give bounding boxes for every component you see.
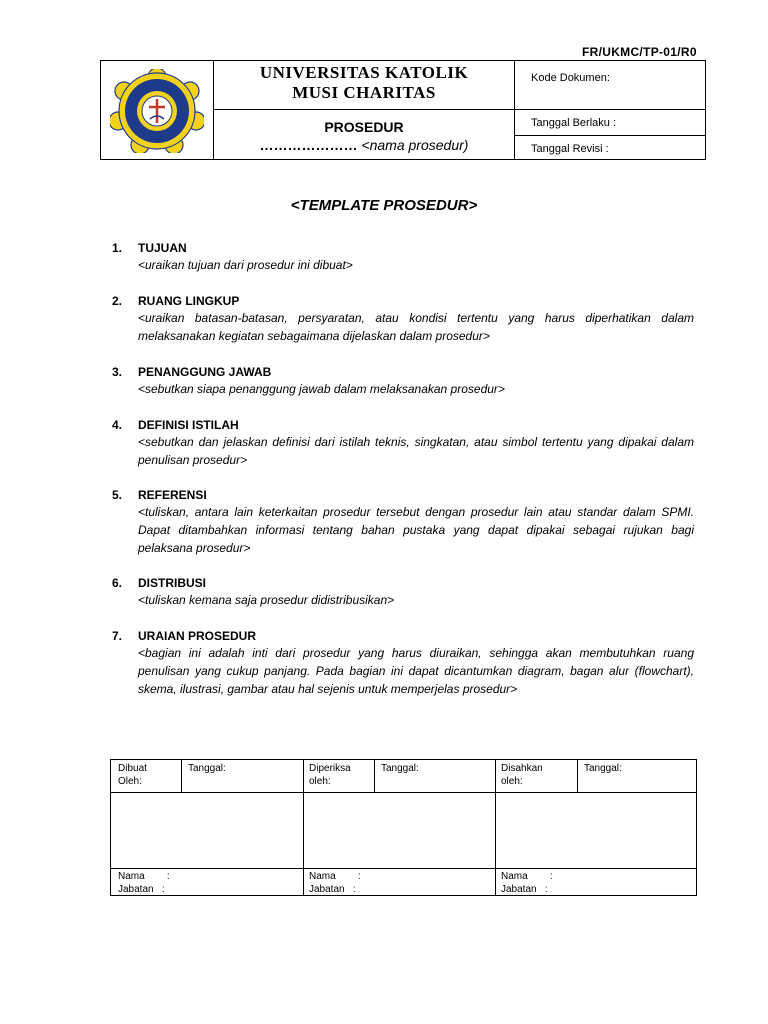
template-title: <TEMPLATE PROSEDUR> xyxy=(290,197,478,214)
section-number: 1. xyxy=(112,241,123,255)
nama-label: Nama : xyxy=(118,871,170,882)
disahkan-line2: oleh: xyxy=(501,776,523,787)
university-logo-icon xyxy=(110,69,204,153)
university-name-line2: MUSI CHARITAS xyxy=(292,83,436,102)
section-body-definisi-istilah: <sebutkan dan jelaskan definisi dari istilah teknis, singkatan, atau simbol tertentu yang dipakai dalam penulisan prosedur> xyxy=(138,435,694,467)
nama-jabatan-diperiksa xyxy=(309,870,361,896)
tanggal-label-diperiksa: Tanggal: xyxy=(381,763,419,774)
disahkan-line1: Disahkan xyxy=(501,763,543,774)
tanggal-label-dibuat: Tanggal: xyxy=(188,763,226,774)
section-heading-ruang-lingkup: RUANG LINGKUP xyxy=(138,294,240,308)
disahkan-oleh-label xyxy=(501,762,543,788)
section-number: 6. xyxy=(112,576,123,590)
section-body-uraian-prosedur: <bagian ini adalah inti dari prosedur yang harus diuraikan, sehingga akan membutuhkan ruang penulisan yang cukup panjang. Pada bagian ini dapat dicantumkan diagram, bagan alur (flowchart), skema, ilustrasi, gambar atau hal sejenis untuk memperjelas prosedur> xyxy=(138,646,694,696)
tanggal-label-disahkan: Tanggal: xyxy=(584,763,622,774)
section-number: 4. xyxy=(112,418,123,432)
section-heading-referensi: REFERENSI xyxy=(138,488,207,502)
section-heading-distribusi: DISTRIBUSI xyxy=(138,576,207,590)
university-name-line1: UNIVERSITAS KATOLIK xyxy=(259,63,469,82)
dibuat-line1: Dibuat xyxy=(118,763,147,774)
diperiksa-oleh-label xyxy=(309,762,351,788)
section-number: 5. xyxy=(112,488,123,502)
section-number: 2. xyxy=(112,294,123,308)
jabatan-label: Jabatan : xyxy=(309,884,356,895)
prosedur-dots: ………………… xyxy=(259,137,358,153)
dibuat-line2: Oleh: xyxy=(118,776,142,787)
section-body-ruang-lingkup: <uraikan batasan-batasan, persyaratan, atau kondisi tertentu yang harus diperhatikan dalam melaksanakan kegiatan sebagaimana dijelaskan dalam prosedur> xyxy=(138,311,694,343)
section-heading-tujuan: TUJUAN xyxy=(138,241,187,255)
section-body-referensi: <tuliskan, antara lain keterkaitan prosedur tersebut dengan prosedur lain atau standar dalam SPMI. Dapat ditambahkan informasi tentang bahan pustaka yang dapat dipakai sebagai rujukan bagi pelaksana prosedur> xyxy=(138,505,694,555)
section-body-distribusi: <tuliskan kemana saja prosedur didistribusikan> xyxy=(138,593,395,607)
kode-dokumen-label: Kode Dokumen: xyxy=(531,72,610,84)
prosedur-label: PROSEDUR xyxy=(324,119,404,135)
section-heading-uraian-prosedur: URAIAN PROSEDUR xyxy=(138,629,257,643)
section-body-tujuan: <uraikan tujuan dari prosedur ini dibuat> xyxy=(138,258,353,272)
prosedur-placeholder: <nama prosedur) xyxy=(357,137,469,153)
header-table xyxy=(100,60,706,160)
university-name xyxy=(214,63,514,103)
section-heading-definisi-istilah: DEFINISI ISTILAH xyxy=(138,418,239,432)
nama-label: Nama : xyxy=(309,871,361,882)
prosedur-name-line xyxy=(214,137,514,153)
section-heading-penanggung-jawab: PENANGGUNG JAWAB xyxy=(138,365,272,379)
nama-label: Nama : xyxy=(501,871,553,882)
document-code: FR/UKMC/TP-01/R0 xyxy=(582,45,697,59)
tanggal-berlaku-label: Tanggal Berlaku : xyxy=(531,117,616,129)
tanggal-revisi-label: Tanggal Revisi : xyxy=(531,143,609,155)
section-body-penanggung-jawab: <sebutkan siapa penanggung jawab dalam melaksanakan prosedur> xyxy=(138,382,505,396)
diperiksa-line1: Diperiksa xyxy=(309,763,351,774)
diperiksa-line2: oleh: xyxy=(309,776,331,787)
section-number: 3. xyxy=(112,365,123,379)
jabatan-label: Jabatan : xyxy=(118,884,165,895)
nama-jabatan-dibuat xyxy=(118,870,170,896)
dibuat-oleh-label xyxy=(118,762,147,788)
signature-table xyxy=(110,759,697,896)
jabatan-label: Jabatan : xyxy=(501,884,548,895)
section-number: 7. xyxy=(112,629,123,643)
nama-jabatan-disahkan xyxy=(501,870,553,896)
